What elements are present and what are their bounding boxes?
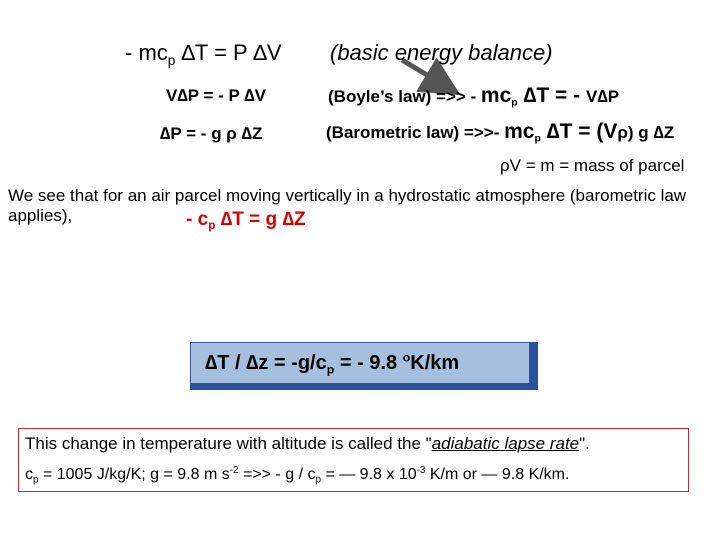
hydrostatic-result-equation: - $c_p$ ∆T = g ∆Z: [186, 209, 306, 233]
lapse-rate-equation: $\Delta T / \Delta z = -g/c_p$ = - 9.8 $^o$K/km: [205, 350, 460, 377]
boyle-law-derivation: (Boyle’s law) =>> - $mc_p$ ∆T = - V∆P: [328, 84, 620, 109]
constants-line: $c_p = 1005$ J/kg/K; g = 9.8 m $s^{-2}$ =>> - g / $c_p$ = — 9.8 x $10^{-3}$ K/m or — 9.8 K/km.: [25, 465, 570, 486]
mass-of-parcel-line: ρV = m = mass of parcel: [500, 156, 685, 175]
lapse-rate-box: [190, 342, 538, 390]
barometric-law-equation: ∆P = - g ρ ∆Z: [160, 124, 263, 143]
energy-balance-note: (basic energy balance): [330, 40, 553, 65]
explanation-paragraph: We see that for an air parcel moving vertically in a hydrostatic atmosphere (barometric law applies),: [8, 186, 687, 225]
boyle-law-equation: V∆P = - P ∆V: [166, 86, 267, 105]
barometric-law-derivation: (Barometric law) =>>- $mc_p$ ∆T = (Vρ) g ∆Z: [326, 120, 675, 145]
energy-balance-equation: - $mc_p$ ∆T = P ∆V: [125, 40, 282, 68]
definition-line: This change in temperature with altitude is called the "adiabatic lapse rate".: [25, 434, 590, 453]
definition-box: [18, 428, 689, 492]
